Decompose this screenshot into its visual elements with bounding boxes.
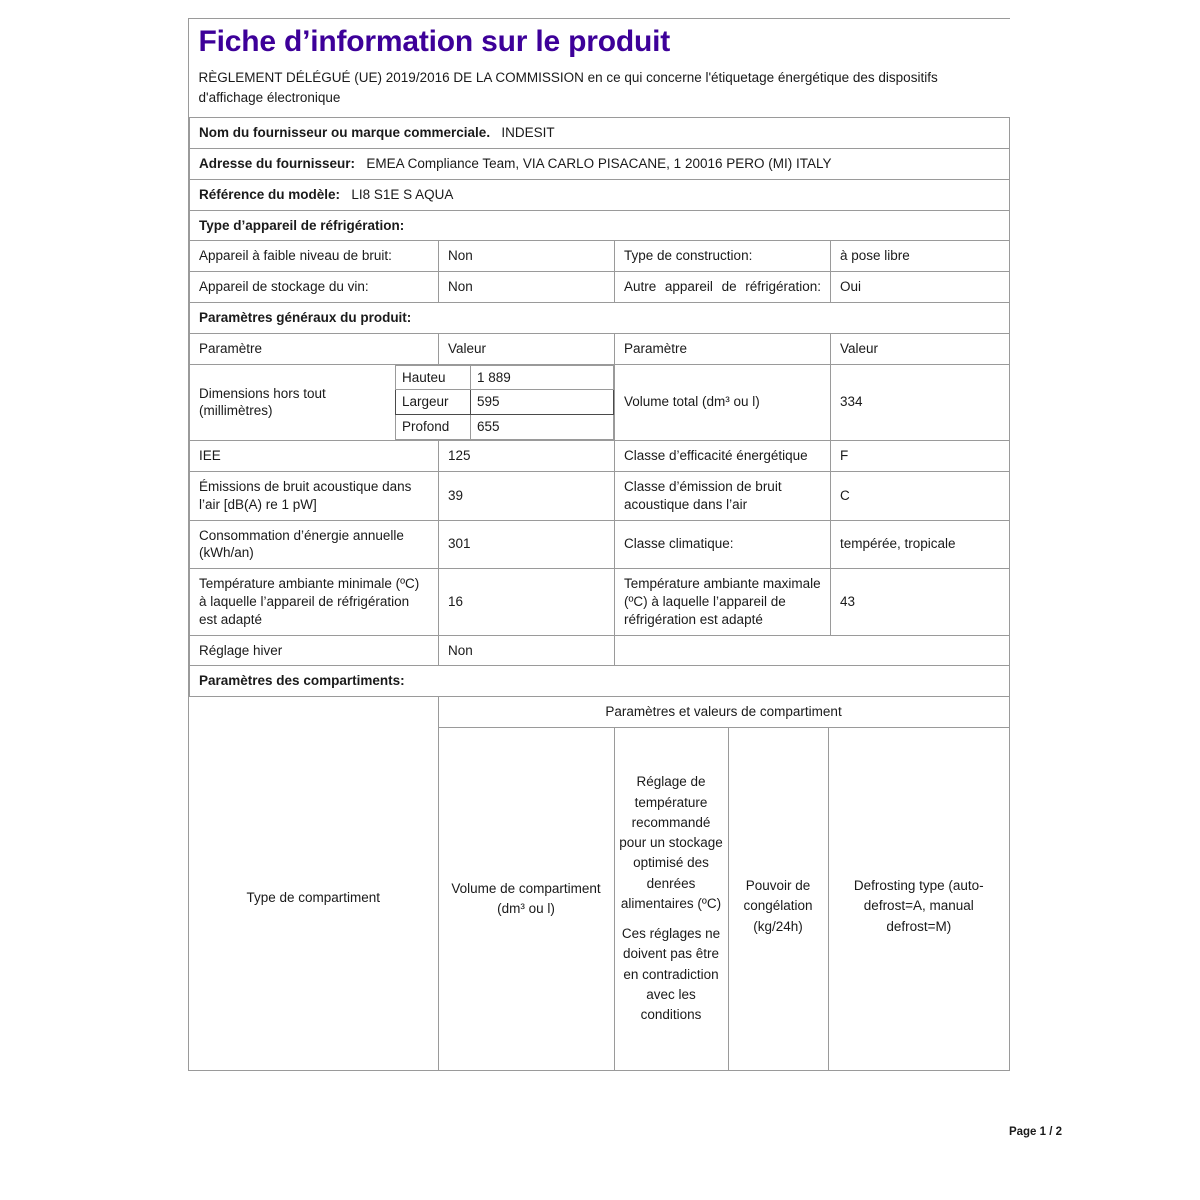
header-row (190, 19, 1010, 118)
wine-storage-value: Non (439, 272, 615, 303)
energy-consumption-value: 301 (439, 520, 615, 569)
supplier-address-cell (190, 148, 1010, 179)
compartment-temp-setting-gap (617, 914, 726, 924)
column-header-value-left: Valeur (439, 333, 615, 364)
appliance-type-section-row (190, 210, 1010, 241)
general-column-header-row (190, 333, 1010, 364)
winter-setting-label: Réglage hiver (190, 635, 439, 666)
noise-emission-label: Émissions de bruit acoustique dans l’air [dB(A) re 1 pW] (190, 471, 439, 520)
column-header-parameter-left: Paramètre (190, 333, 439, 364)
other-appliance-label: Autre appareil de réfrigération: (615, 272, 831, 303)
compartment-defrost-header: Defrosting type (auto-defrost=A, manual defrost=M) (828, 728, 1009, 1071)
ambient-temperature-row (190, 569, 1010, 635)
compartments-section-label: Paramètres des compartiments: (190, 666, 1010, 697)
winter-setting-empty-cell (615, 635, 1010, 666)
low-noise-label: Appareil à faible niveau de bruit: (190, 241, 439, 272)
product-information-table (189, 19, 1010, 697)
construction-type-value: à pose libre (831, 241, 1010, 272)
compartment-temp-setting-header (614, 728, 728, 1071)
page-footer: Page 1 / 2 (1008, 1126, 1062, 1138)
supplier-name-value: INDESIT (501, 125, 555, 141)
dimension-name-width: Largeur (396, 390, 471, 415)
dimension-row-width (396, 390, 614, 415)
supplier-name-label: Nom du fournisseur ou marque commerciale. (199, 125, 491, 141)
dimensions-row (190, 364, 1010, 440)
dimension-value-height: 1 889 (471, 365, 614, 390)
climate-class-label: Classe climatique: (615, 520, 831, 569)
model-reference-value: LI8 S1E S AQUA (351, 186, 454, 202)
compartment-spanning-header: Paramètres et valeurs de compartiment (438, 697, 1009, 728)
ambient-temp-max-label: Température ambiante maximale (ºC) à laquelle l’appareil de réfrigération est adapté (615, 569, 831, 635)
supplier-address-row (190, 148, 1010, 179)
appliance-type-section-label: Type d’appareil de réfrigération: (190, 210, 1010, 241)
dimensions-group-cell (190, 364, 615, 440)
iee-row (190, 441, 1010, 472)
compartment-parameters-table (189, 696, 1010, 1070)
supplier-address-label: Adresse du fournisseur: (199, 155, 356, 171)
total-volume-value: 334 (831, 364, 1010, 440)
compartment-spanning-header-row (189, 697, 1009, 728)
winter-setting-value: Non (439, 635, 615, 666)
column-header-value-right: Valeur (831, 333, 1010, 364)
low-noise-value: Non (439, 241, 615, 272)
climate-class-value: tempérée, tropicale (831, 520, 1010, 569)
dimension-name-height: Hauteu (396, 365, 471, 390)
page-title: Fiche d’information sur le produit (198, 25, 671, 58)
product-fiche-sheet (188, 18, 1010, 1071)
dimension-name-depth: Profond (396, 415, 471, 440)
compartment-temp-setting-main: Réglage de température recommandé pour un stockage optimisé des denrées alimentaires (ºC) (619, 774, 723, 911)
low-noise-row (190, 241, 1010, 272)
efficiency-class-value: F (831, 441, 1010, 472)
compartment-type-header: Type de compartiment (189, 728, 438, 1071)
efficiency-class-label: Classe d’efficacité énergétique (615, 441, 831, 472)
other-appliance-value: Oui (831, 272, 1010, 303)
regulation-subtitle: RÈGLEMENT DÉLÉGUÉ (UE) 2019/2016 DE LA COMMISSION en ce qui concerne l'étiquetage énergétique des dispositifs d'affichage électronique (198, 70, 938, 105)
total-volume-label: Volume total (dm³ ou l) (615, 364, 831, 440)
construction-type-label: Type de construction: (615, 241, 831, 272)
noise-class-value: C (831, 471, 1010, 520)
dimension-row-height (396, 365, 614, 390)
ambient-temp-max-value: 43 (831, 569, 1010, 635)
dimensions-subtable (395, 365, 614, 440)
model-reference-row (190, 179, 1010, 210)
dimension-row-depth (396, 415, 614, 440)
energy-consumption-label: Consommation d’énergie annuelle (kWh/an) (190, 520, 439, 569)
iee-label: IEE (190, 441, 439, 472)
wine-storage-label: Appareil de stockage du vin: (190, 272, 439, 303)
model-reference-label: Référence du modèle: (199, 186, 341, 202)
wine-storage-row (190, 272, 1010, 303)
column-header-parameter-right: Paramètre (615, 333, 831, 364)
dimension-value-width: 595 (471, 390, 614, 415)
supplier-name-cell (190, 118, 1010, 149)
compartment-header-spacer (189, 697, 438, 728)
energy-consumption-row (190, 520, 1010, 569)
compartment-volume-header: Volume de compartiment (dm³ ou l) (438, 728, 614, 1071)
dimension-value-depth: 655 (471, 415, 614, 440)
noise-emission-row (190, 471, 1010, 520)
ambient-temp-min-value: 16 (439, 569, 615, 635)
general-parameters-section-row (190, 303, 1010, 334)
header-cell (190, 19, 1010, 118)
supplier-name-row (190, 118, 1010, 149)
dimensions-label: Dimensions hors tout (millimètres) (190, 365, 395, 440)
compartment-column-header-row (189, 728, 1009, 1071)
compartment-freezing-header: Pouvoir de congélation (kg/24h) (728, 728, 828, 1071)
noise-class-label: Classe d’émission de bruit acoustique dans l’air (615, 471, 831, 520)
ambient-temp-min-label: Température ambiante minimale (ºC) à laquelle l’appareil de réfrigération est adapté (190, 569, 439, 635)
compartments-section-row (190, 666, 1010, 697)
compartment-temp-setting-note: Ces réglages ne doivent pas être en contradiction avec les conditions (621, 926, 721, 1022)
general-parameters-section-label: Paramètres généraux du produit: (190, 303, 1010, 334)
noise-emission-value: 39 (439, 471, 615, 520)
winter-setting-row (190, 635, 1010, 666)
iee-value: 125 (439, 441, 615, 472)
supplier-address-value: EMEA Compliance Team, VIA CARLO PISACANE, 1 20016 PERO (MI) ITALY (366, 155, 832, 171)
model-reference-cell (190, 179, 1010, 210)
